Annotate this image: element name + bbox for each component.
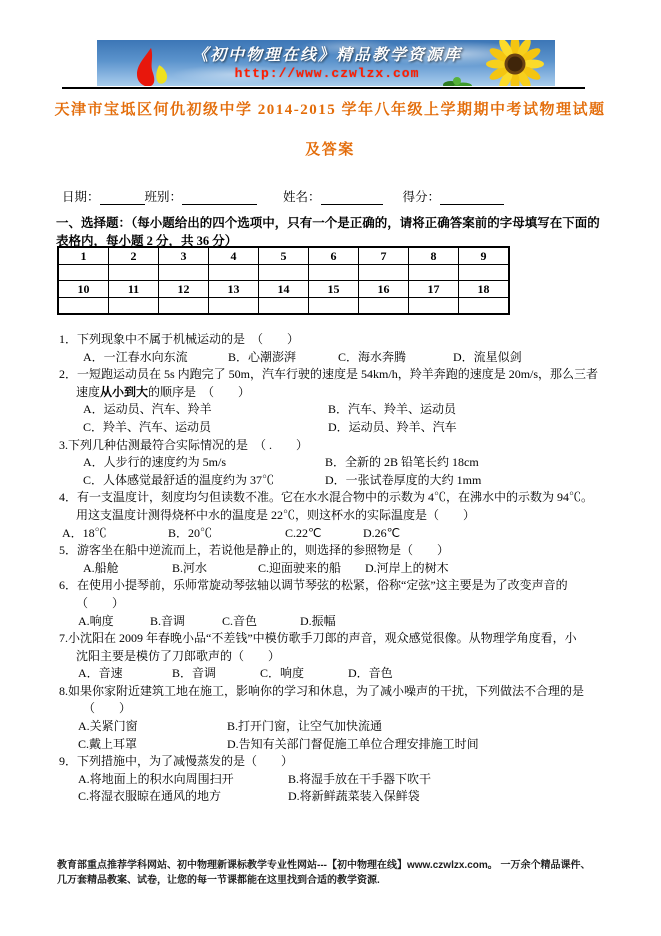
question-7-stem xyxy=(55,630,640,648)
question-8-options-row1 xyxy=(55,718,640,736)
question-4-stem-cont: 用这支温度计测得烧杯中水的温度是 22℃，则这杯水的实际温度是（ ） xyxy=(76,507,476,522)
option-a: A.将地面上的积水向周围扫开 xyxy=(78,771,234,786)
option-c: C．羚羊、汽车、运动员 xyxy=(83,419,212,434)
answer-col-header: 6 xyxy=(309,247,359,265)
question-3-options-row1 xyxy=(55,454,640,472)
divider-line xyxy=(62,87,585,89)
option-d: D.振幅 xyxy=(300,613,336,628)
question-number: 2． xyxy=(59,367,78,382)
question-8-stem-cont: （ ） xyxy=(83,701,132,716)
class-field xyxy=(182,191,257,205)
answer-cell xyxy=(259,265,309,281)
option-d: D.告知有关部门督促施工单位合理安排施工时间 xyxy=(227,736,479,751)
option-d: D.26℃ xyxy=(363,525,401,540)
question-number: 5． xyxy=(59,543,78,558)
question-number: 3. xyxy=(59,437,68,452)
score-label: 得分： xyxy=(402,190,441,204)
grass-icon xyxy=(441,73,477,86)
option-c: C.22℃ xyxy=(285,525,322,540)
question-6-options xyxy=(55,613,640,631)
option-b: B.打开门窗，让空气加快流通 xyxy=(227,719,383,734)
question-number: 7. xyxy=(59,631,68,646)
answer-col-header: 8 xyxy=(409,247,459,265)
question-text: 下列现象中不属于机械运动的是 （ ） xyxy=(77,332,300,346)
answer-cell xyxy=(259,298,309,315)
option-a: A.关紧门窗 xyxy=(78,719,138,734)
answer-cell xyxy=(359,265,409,281)
option-a: A．运动员、汽车、羚羊 xyxy=(83,402,212,417)
name-field xyxy=(321,191,383,205)
answer-col-header: 17 xyxy=(409,281,459,298)
question-2-stem-cont xyxy=(55,384,640,402)
section-header-line2: 表格内，每小题 2 分，共 36 分） xyxy=(56,234,238,248)
question-text: 游客坐在船中逆流而上，若说他是静止的，则选择的参照物是（ ） xyxy=(77,543,450,558)
question-5-options xyxy=(55,560,640,578)
question-3-options-row2 xyxy=(55,472,640,490)
answer-col-header: 10 xyxy=(58,281,109,298)
name-label: 姓名： xyxy=(283,190,321,204)
question-text: 有一支温度计，刻度均匀但读数不准。它在水水混合物中的示数为 4℃，在沸水中的示数为 94℃。 xyxy=(77,490,594,505)
banner-text-block xyxy=(187,42,467,81)
question-text: 的顺序是 （ ） xyxy=(148,384,251,399)
date-label: 日期： xyxy=(62,190,100,204)
question-5-stem xyxy=(55,542,640,560)
question-8-options-row2 xyxy=(55,736,640,754)
flame-logo-icon xyxy=(125,46,177,86)
option-b: B.河水 xyxy=(172,560,208,575)
answer-cell xyxy=(359,298,409,315)
question-number: 4． xyxy=(59,490,78,505)
info-fields-row xyxy=(62,187,504,205)
answer-cell xyxy=(309,265,359,281)
answer-table xyxy=(57,246,510,315)
section-header xyxy=(56,214,631,250)
option-c: C.戴上耳罩 xyxy=(78,736,138,751)
question-text: 下列措施中，为了减慢蒸发的是（ ） xyxy=(77,754,294,769)
question-text: 速度 xyxy=(76,384,101,399)
option-a: A.响度 xyxy=(78,613,114,628)
answer-col-header: 2 xyxy=(109,247,159,265)
question-6-stem-cont: （ ） xyxy=(76,595,125,610)
question-text: 小沈阳在 2009 年春晚小品“不差钱”中模仿歌手刀郎的声音，观众感觉很像。从物理学角度看，小 xyxy=(68,631,577,646)
question-number: 9． xyxy=(59,754,78,769)
option-b: B.音调 xyxy=(150,613,186,628)
question-9-options-row1 xyxy=(55,771,640,789)
option-d: D.将新鲜蔬菜装入保鲜袋 xyxy=(288,789,420,804)
option-c: C．海水奔腾 xyxy=(338,349,407,364)
question-number: 8. xyxy=(59,683,68,698)
page-title-line2: 及答案 xyxy=(305,142,355,158)
option-d: D．音色 xyxy=(348,666,393,681)
answer-col-header: 9 xyxy=(459,247,510,265)
answer-col-header: 3 xyxy=(159,247,209,265)
footer-line2: 几万套精品教案、试卷，让您的每一节课都能在这里找到合适的教学资源. xyxy=(57,875,380,886)
question-6-stem xyxy=(55,577,640,595)
answer-col-header: 4 xyxy=(209,247,259,265)
date-field xyxy=(100,191,145,205)
answer-cell xyxy=(409,265,459,281)
page-title-line1: 天津市宝坻区何仇初级中学 2014-2015 学年八年级上学期期中考试物理试题 xyxy=(54,102,606,118)
question-4-options xyxy=(55,525,640,543)
option-b: B．心潮澎湃 xyxy=(228,349,297,364)
question-2-options-row1 xyxy=(55,401,640,419)
option-a: A.船舱 xyxy=(83,560,119,575)
question-text: 在使用小提琴前，乐师常旋动琴弦轴以调节琴弦的松紧，俗称“定弦”这主要是为了改变声音的 xyxy=(77,578,568,593)
score-field xyxy=(440,191,504,205)
question-2-stem xyxy=(55,366,640,384)
question-9-options-row2 xyxy=(55,788,640,806)
banner-site-title: 《初中物理在线》精品教学资源库 xyxy=(191,47,462,64)
table-row-blank xyxy=(58,265,509,281)
option-c: C.音色 xyxy=(222,613,258,628)
answer-col-header: 13 xyxy=(209,281,259,298)
question-8-stem xyxy=(55,683,640,701)
option-a: A．18℃ xyxy=(62,525,107,540)
option-b: B．全新的 2B 铅笔长约 18cm xyxy=(325,455,479,470)
question-9-stem xyxy=(55,753,640,771)
option-b: B.将湿手放在干手器下吹干 xyxy=(288,771,432,786)
answer-cell xyxy=(459,265,510,281)
answer-cell xyxy=(58,265,109,281)
answer-cell xyxy=(459,298,510,315)
section-header-line1: 一、选择题：（每小题给出的四个选项中，只有一个是正确的，请将正确答案前的字母填写在下面的 xyxy=(56,216,600,230)
option-d: D．流星似剑 xyxy=(453,349,522,364)
option-a: A．人步行的速度约为 5m/s xyxy=(83,455,227,470)
question-2-options-row2 xyxy=(55,419,640,437)
answer-col-header: 11 xyxy=(109,281,159,298)
question-text: 下列几种估测最符合实际情况的是 （ . ） xyxy=(68,437,309,452)
answer-cell xyxy=(209,265,259,281)
answer-cell xyxy=(309,298,359,315)
option-c: C.迎面驶来的船 xyxy=(258,560,342,575)
option-d: D．运动员、羚羊、汽车 xyxy=(328,419,457,434)
option-c: C．响度 xyxy=(260,666,305,681)
answer-col-header: 16 xyxy=(359,281,409,298)
question-1-stem xyxy=(55,331,640,349)
class-label: 班别： xyxy=(144,190,183,204)
question-text-bold: 从小到大 xyxy=(100,384,149,399)
banner-site-url[interactable]: http://www.czwlzx.com xyxy=(234,66,420,81)
table-row-numbers-10-18 xyxy=(58,281,509,298)
footer-line1: 教育部重点推荐学科网站、初中物理新课标教学专业性网站---【初中物理在线】www.czwlzx.com。 一万余个精品课件、 xyxy=(57,860,591,871)
sunflower-icon xyxy=(483,40,547,86)
answer-cell xyxy=(109,298,159,315)
option-c: C.将湿衣服晾在通风的地方 xyxy=(78,789,222,804)
option-b: B．汽车、羚羊、运动员 xyxy=(328,402,457,417)
question-3-stem xyxy=(55,437,640,455)
option-a: A．音速 xyxy=(78,666,123,681)
answer-col-header: 12 xyxy=(159,281,209,298)
answer-col-header: 15 xyxy=(309,281,359,298)
answer-cell xyxy=(159,298,209,315)
answer-cell xyxy=(109,265,159,281)
question-4-stem xyxy=(55,489,640,507)
option-b: B．音调 xyxy=(172,666,217,681)
question-7-options xyxy=(55,665,640,683)
question-number: 1． xyxy=(59,332,78,346)
answer-col-header: 18 xyxy=(459,281,510,298)
question-1-options xyxy=(55,349,640,367)
answer-cell xyxy=(409,298,459,315)
question-text: 如果你家附近建筑工地在施工，影响你的学习和休息，为了减小噪声的干扰，下列做法不合理的是 xyxy=(68,683,585,698)
option-d: D．一张试卷厚度的大约 1mm xyxy=(325,472,482,487)
site-banner xyxy=(97,40,555,86)
table-row-numbers-1-9 xyxy=(58,247,509,265)
answer-col-header: 7 xyxy=(359,247,409,265)
questions-list xyxy=(55,331,640,806)
question-text: 一短跑运动员在 5s 内跑完了 50m，汽车行驶的速度是 54km/h，羚羊奔跑的速度是 20m/s，那么三者 xyxy=(77,367,599,382)
answer-cell xyxy=(58,298,109,315)
question-7-stem-cont: 沈阳主要是模仿了刀郎歌声的（ ） xyxy=(76,648,281,663)
option-c: C．人体感觉最舒适的温度约为 37℃ xyxy=(83,472,275,487)
page-footer xyxy=(57,858,637,888)
option-d: D.河岸上的树木 xyxy=(365,560,449,575)
answer-cell xyxy=(209,298,259,315)
answer-col-header: 5 xyxy=(259,247,309,265)
option-a: A．一江春水向东流 xyxy=(83,349,188,364)
answer-col-header: 1 xyxy=(58,247,109,265)
answer-cell xyxy=(159,265,209,281)
answer-col-header: 14 xyxy=(259,281,309,298)
table-row-blank xyxy=(58,298,509,315)
question-number: 6． xyxy=(59,578,78,593)
option-b: B．20℃ xyxy=(168,525,213,540)
